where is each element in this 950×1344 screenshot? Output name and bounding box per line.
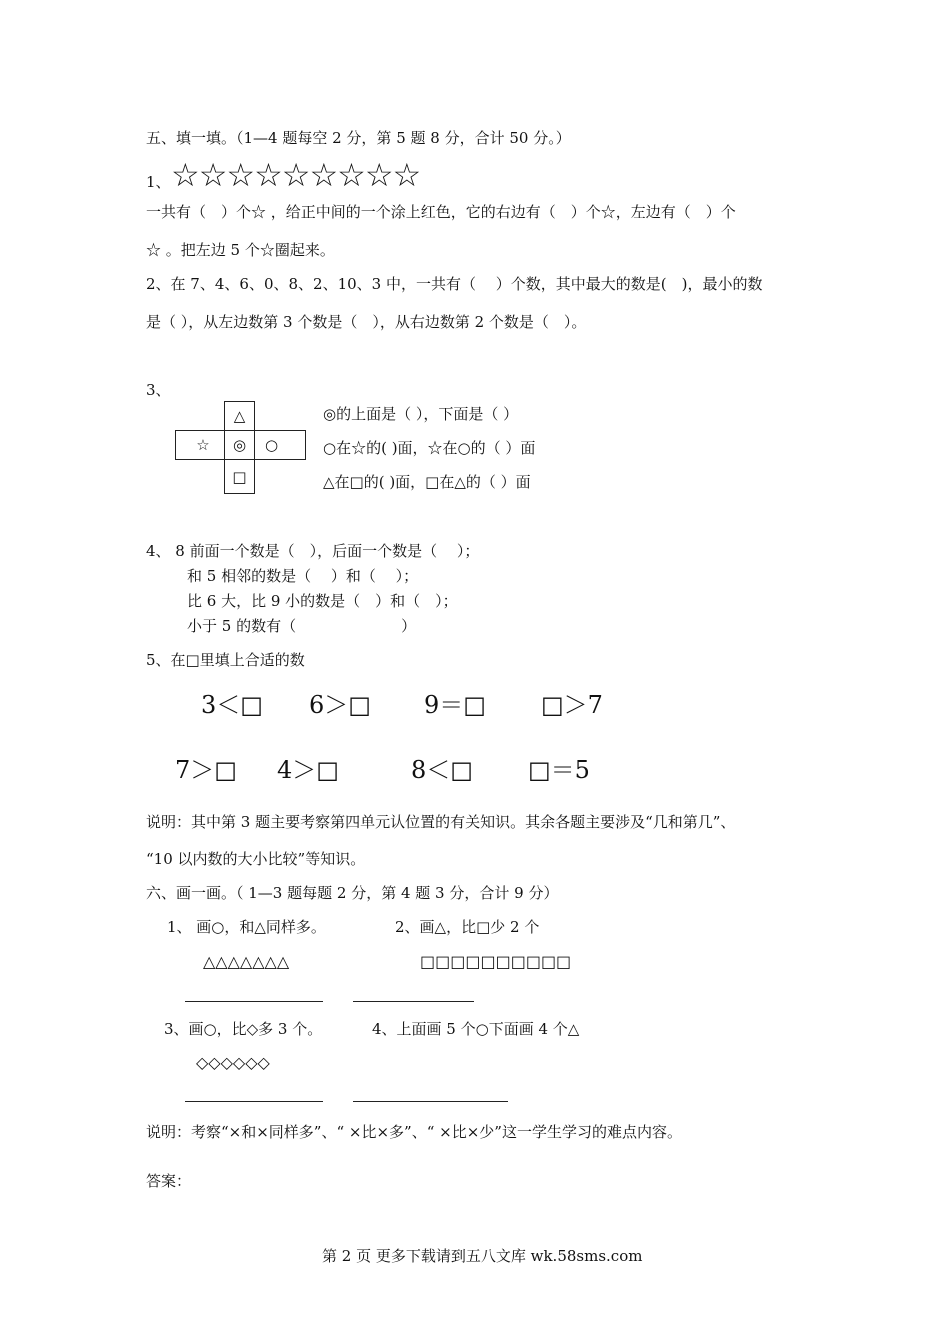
section6-note: 说明：考察“×和×同样多”、“ ×比×多”、“ ×比×少”这一学生学习的难点内容。 xyxy=(146,1123,682,1141)
q5-row2-item: □＝5 xyxy=(528,756,590,784)
grid-cell-top: △ xyxy=(224,401,255,431)
q4-line4: 小于 5 的数有（ ） xyxy=(187,617,417,635)
grid-cell-right xyxy=(254,430,306,460)
q4-line1: 4、 8 前面一个数是（ ），后面一个数是（ ）； xyxy=(146,542,480,560)
grid-cell-center: ◎ xyxy=(224,430,255,460)
q4-line2: 和 5 相邻的数是（ ）和（ ）； xyxy=(187,567,419,585)
q5-title: 5、在□里填上合适的数 xyxy=(146,651,305,669)
answer-line-q1 xyxy=(185,1001,323,1002)
s6-q2-text: 2、画△，比□少 2 个 xyxy=(395,918,540,936)
q1-line2: ☆ 。把左边 5 个☆圈起来。 xyxy=(146,241,335,259)
q5-row2-item: 4＞□ xyxy=(277,756,339,784)
section6-heading: 六、画一画。（ 1—3 题每题 2 分，第 4 题 3 分，合计 9 分） xyxy=(146,884,559,902)
q1-number: 1、 xyxy=(146,173,171,191)
page-footer: 第 2 页 更多下载请到五八文库 wk.58sms.com xyxy=(322,1247,643,1265)
s6-q1-text: 1、 画○，和△同样多。 xyxy=(167,918,326,936)
q2-line1: 2、在 7、4、6、0、8、2、10、3 中，一共有（ ）个数，其中最大的数是( )，最小的数 xyxy=(146,275,763,293)
grid-cell-left-label: ☆ xyxy=(196,436,210,454)
s6-q3-diamonds: ◇◇◇◇◇◇ xyxy=(196,1053,270,1072)
s6-q3-text: 3、画○，比◇多 3 个。 xyxy=(164,1020,323,1038)
q3-number: 3、 xyxy=(146,381,171,399)
q4-line3: 比 6 大，比 9 小的数是（ ）和（ ）； xyxy=(187,592,458,610)
q5-row2-item: 7＞□ xyxy=(175,756,237,784)
q5-row1-item: 6＞□ xyxy=(309,691,371,719)
answer-label: 答案： xyxy=(146,1172,192,1190)
q3-line3: △在□的( )面，□在△的（ ）面 xyxy=(323,473,531,491)
s6-q4-text: 4、上面画 5 个○下面画 4 个△ xyxy=(372,1020,580,1038)
grid-cell-right-label: ○ xyxy=(265,436,279,454)
answer-line-q3 xyxy=(185,1101,323,1102)
q5-row2-item: 8＜□ xyxy=(411,756,473,784)
q5-row1-item: □＞7 xyxy=(541,691,603,719)
section5-note-line1: 说明：其中第 3 题主要考察第四单元认位置的有关知识。其余各题主要涉及“几和第几”、 xyxy=(146,813,736,831)
section5-heading: 五、填一填。（1—4 题每空 2 分，第 5 题 8 分，合计 50 分。） xyxy=(146,129,571,147)
s6-q1-triangles: △△△△△△△ xyxy=(203,952,290,971)
section5-note-line2: “10 以内数的大小比较”等知识。 xyxy=(146,850,366,868)
answer-line-q2 xyxy=(353,1001,474,1002)
q3-line1: ◎的上面是（ ），下面是（ ） xyxy=(323,405,519,423)
q2-line2: 是（ ），从左边数第 3 个数是（ ），从右边数第 2 个数是（ ）。 xyxy=(146,313,587,331)
q5-row1-item: 9＝□ xyxy=(424,691,486,719)
q1-line1: 一共有（ ）个☆ ，给正中间的一个涂上红色，它的右边有（ ）个☆，左边有（ ）个 xyxy=(146,203,736,221)
grid-cell-bottom: □ xyxy=(224,459,255,494)
q3-line2: ○在☆的( )面，☆在○的（ ）面 xyxy=(323,439,536,457)
answer-line-q4 xyxy=(353,1101,508,1102)
q5-row1-item: 3＜□ xyxy=(201,691,263,719)
grid-cell-left xyxy=(175,430,225,460)
s6-q2-squares: □□□□□□□□□□ xyxy=(420,952,572,971)
q1-stars: ☆☆☆☆☆☆☆☆☆ xyxy=(171,156,421,194)
